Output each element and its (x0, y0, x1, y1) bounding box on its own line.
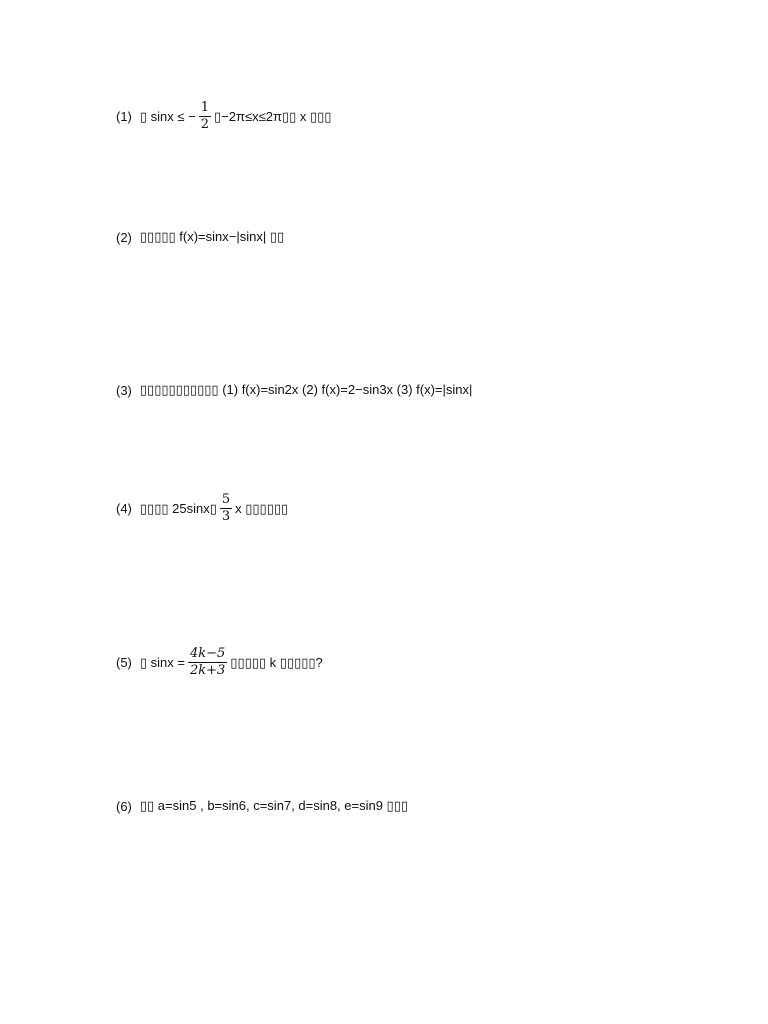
fraction (220, 492, 232, 525)
fraction-numerator: 4k−5 (189, 646, 226, 661)
problem-number: (6) (116, 798, 132, 814)
fraction-denominator: 3 (221, 509, 231, 524)
problem-1 (116, 100, 331, 133)
problem-4 (116, 492, 288, 525)
problem-6 (116, 798, 408, 814)
problem-5 (116, 646, 323, 679)
problem-text: ▯▯▯▯▯▯▯▯▯▯▯ (1) f(x)=sin2x (2) f(x)=2−sin3x (3) f(x)=|sinx| (139, 382, 473, 397)
fraction-numerator: 5 (221, 492, 231, 507)
problem-3 (116, 382, 472, 398)
fraction-denominator: 2 (200, 117, 210, 132)
problem-text-pre: ▯▯▯▯ 25sinx▯ (139, 500, 217, 516)
problem-2 (116, 229, 284, 245)
problem-text-post: ▯−2π≤x≤2π▯▯ x ▯▯▯ (214, 108, 332, 124)
problem-number: (4) (116, 501, 132, 516)
problem-text-post: x ▯▯▯▯▯▯ (235, 500, 289, 516)
problem-number: (3) (116, 382, 132, 398)
problem-text: ▯▯ a=sin5 , b=sin6, c=sin7, d=sin8, e=sin9 ▯▯▯ (139, 798, 409, 813)
problem-number: (5) (116, 655, 132, 670)
fraction (199, 100, 211, 133)
problem-text-pre: ▯ sinx = (139, 654, 185, 670)
problem-number: (2) (116, 229, 132, 245)
problem-text: ▯▯▯▯▯ f(x)=sinx−|sinx| ▯▯ (139, 229, 285, 244)
fraction-denominator: 2k+3 (189, 663, 226, 678)
problem-text-post: ▯▯▯▯▯ k ▯▯▯▯▯? (230, 654, 323, 670)
problem-text-pre: ▯ sinx ≤ − (139, 108, 196, 124)
fraction (188, 646, 227, 679)
fraction-numerator: 1 (200, 100, 210, 115)
problem-number: (1) (116, 109, 132, 124)
